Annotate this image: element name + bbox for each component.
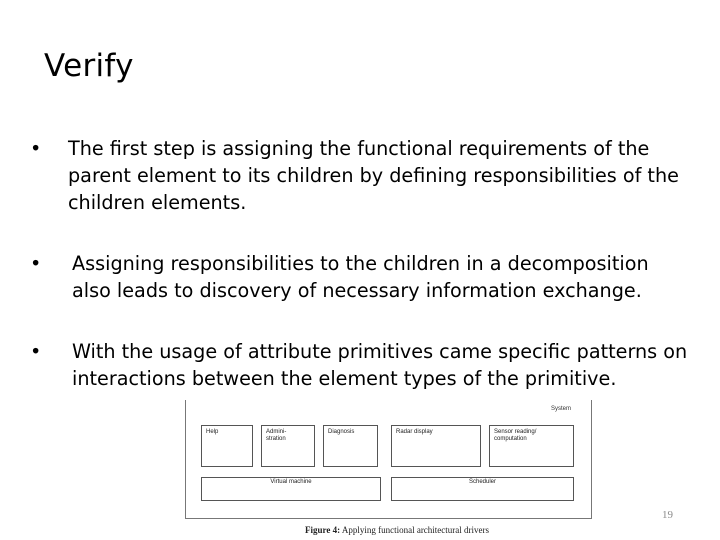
bullet-text: Assigning responsibilities to the children in a decomposition also leads to discovery of necessary information exchange. <box>72 252 649 302</box>
bullet-item <box>30 135 690 216</box>
box-radar-display: Radar display <box>391 425 481 467</box>
bullet-dot: • <box>30 340 42 363</box>
system-label: System <box>551 406 572 412</box>
bullet-dot: • <box>30 252 42 275</box>
system-frame <box>185 400 592 519</box>
slide-title: Verify <box>44 48 134 84</box>
bullet-text: The first step is assigning the functional requirements of the parent element to its children by defining responsibilities of the children elements. <box>68 137 679 214</box>
bullet-item <box>30 338 690 392</box>
figure-caption <box>305 525 525 535</box>
figure-caption-label: Figure 4: <box>305 525 341 535</box>
box-virtual-machine: Virtual machine <box>201 477 381 501</box>
box-administration: Admini- stration <box>261 425 315 467</box>
bullet-text: With the usage of attribute primitives came specific patterns on interactions between the element types of the primitive. <box>72 340 688 390</box>
page-number: 19 <box>662 509 673 521</box>
box-scheduler: Scheduler <box>391 477 574 501</box>
bullet-item <box>30 250 690 304</box>
bullet-dot: • <box>30 137 42 160</box>
box-sensor-reading: Sensor reading/ computation <box>489 425 574 467</box>
architecture-figure <box>180 400 595 535</box>
box-help: Help <box>201 425 253 467</box>
figure-caption-text: Applying functional architectural drivers <box>340 525 490 535</box>
box-diagnosis: Diagnosis <box>323 425 378 467</box>
